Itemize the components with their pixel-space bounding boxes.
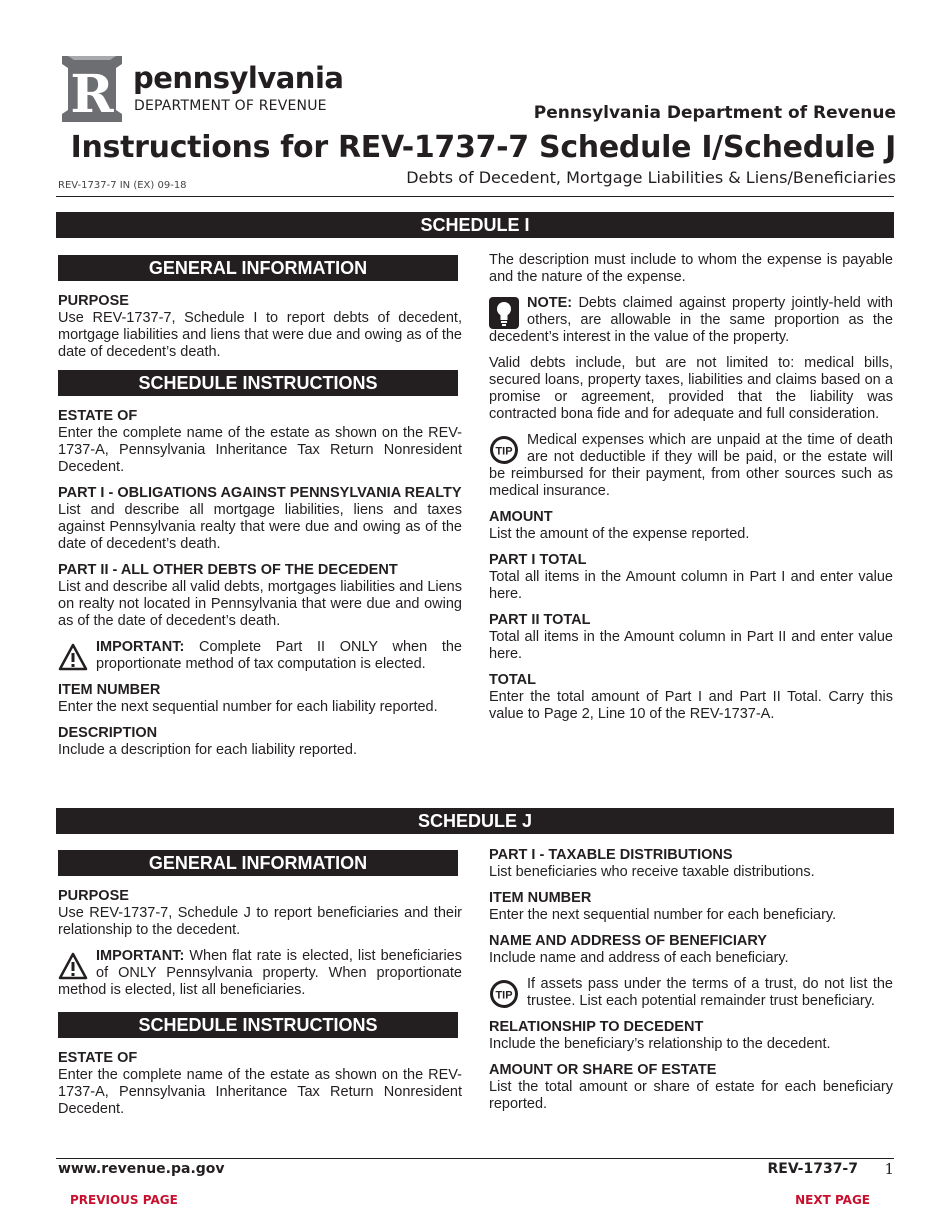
schedule-i-right-column	[489, 252, 893, 732]
page-subtitle: Debts of Decedent, Mortgage Liabilities & Liens/Beneficiaries	[406, 168, 896, 187]
estate-of-text: Enter the complete name of the estate as shown on the REV-1737-A, Pennsylvania Inheritance Tax Return Nonresident Decedent.	[58, 425, 462, 475]
amount-heading: AMOUNT	[489, 509, 553, 525]
important-text: When flat rate is elected, list beneficiaries of ONLY Pennsylvania property. When proportionate method is elected, list all beneficiaries.	[58, 948, 462, 998]
svg-text:TIP: TIP	[495, 445, 513, 458]
schedule-i-left-column	[58, 255, 462, 768]
item-number-text: Enter the next sequential number for each beneficiary.	[489, 907, 837, 923]
purpose-text: Use REV-1737-7, Schedule J to report beneficiaries and their relationship to the decedent.	[58, 905, 462, 938]
brand-letter: R	[70, 64, 114, 122]
footer-form-number: REV-1737-7	[767, 1161, 858, 1177]
item-number-heading: ITEM NUMBER	[489, 890, 592, 906]
part-i-total-heading: PART I TOTAL	[489, 552, 587, 568]
warning-triangle-icon	[58, 950, 88, 982]
estate-of-heading: ESTATE OF	[58, 1050, 138, 1066]
lightbulb-icon	[489, 297, 519, 329]
schedule-j-right-column	[489, 847, 893, 1122]
page-number: 1	[884, 1160, 894, 1178]
description-heading: DESCRIPTION	[58, 725, 158, 741]
warning-triangle-icon	[58, 641, 88, 673]
part-ii-text: List and describe all valid debts, mortgages liabilities and Liens on realty not located in Pennsylvania that were due and owing as of the date of decedent’s death.	[58, 579, 462, 629]
part-i-total-text: Total all items in the Amount column in Part I and enter value here.	[489, 569, 893, 602]
total-heading: TOTAL	[489, 672, 536, 688]
pa-revenue-logo	[58, 56, 344, 122]
next-page-link[interactable]: NEXT PAGE	[795, 1193, 870, 1207]
tip-icon	[489, 978, 519, 1010]
relationship-text: Include the beneficiary’s relationship to the decedent.	[489, 1036, 831, 1052]
important-label: IMPORTANT:	[96, 639, 185, 655]
purpose-heading: PURPOSE	[58, 888, 129, 904]
estate-of-text: Enter the complete name of the estate as shown on the REV-1737-A, Pennsylvania Inheritance Tax Return Nonresident Decedent.	[58, 1067, 462, 1117]
footer-divider	[56, 1158, 894, 1159]
estate-of-heading: ESTATE OF	[58, 408, 138, 424]
page-title: Instructions for REV-1737-7 Schedule I/Schedule J	[70, 130, 896, 165]
taxable-distributions-heading: PART I - TAXABLE DISTRIBUTIONS	[489, 847, 733, 863]
important-note	[58, 948, 462, 999]
brand-name: pennsylvania	[133, 61, 344, 95]
note-block	[489, 295, 893, 346]
description-continued-text: The description must include to whom the expense is payable and the nature of the expense.	[489, 252, 893, 285]
beneficiary-name-heading: NAME AND ADDRESS OF BENEFICIARY	[489, 933, 767, 949]
relationship-heading: RELATIONSHIP TO DECEDENT	[489, 1019, 704, 1035]
svg-text:TIP: TIP	[495, 989, 513, 1002]
schedule-instructions-band: SCHEDULE INSTRUCTIONS	[58, 370, 458, 396]
amount-share-heading: AMOUNT OR SHARE OF ESTATE	[489, 1062, 717, 1078]
form-code: REV-1737-7 IN (EX) 09-18	[58, 180, 187, 191]
part-ii-heading: PART II - ALL OTHER DEBTS OF THE DECEDENT	[58, 562, 398, 578]
purpose-text: Use REV-1737-7, Schedule I to report debts of decedent, mortgage liabilities and liens that were due and owing as of the date of decedent’s death.	[58, 310, 462, 360]
tip-text: Medical expenses which are unpaid at the time of death are not deductible if they will be paid, or the estate will be reimbursed for their payment, from other sources such as medical insurance.	[489, 432, 893, 499]
tip-block	[489, 432, 893, 500]
tip-block	[489, 976, 893, 1010]
amount-text: List the amount of the expense reported.	[489, 526, 750, 542]
taxable-distributions-text: List beneficiaries who receive taxable distributions.	[489, 864, 815, 880]
purpose-heading: PURPOSE	[58, 293, 129, 309]
note-label: NOTE:	[527, 295, 573, 311]
previous-page-link[interactable]: PREVIOUS PAGE	[70, 1193, 178, 1207]
important-note	[58, 639, 462, 673]
website-link[interactable]: www.revenue.pa.gov	[58, 1161, 225, 1177]
schedule-j-left-column	[58, 850, 462, 1127]
general-info-band: GENERAL INFORMATION	[58, 255, 458, 281]
brand-subtitle: DEPARTMENT OF REVENUE	[134, 98, 327, 114]
item-number-heading: ITEM NUMBER	[58, 682, 161, 698]
general-info-band: GENERAL INFORMATION	[58, 850, 458, 876]
part-i-heading: PART I - OBLIGATIONS AGAINST PENNSYLVANIA REALTY	[58, 485, 462, 501]
schedule-i-band: SCHEDULE I	[56, 212, 894, 238]
description-text: Include a description for each liability reported.	[58, 742, 358, 758]
valid-debts-text: Valid debts include, but are not limited to: medical bills, secured loans, property taxes, liabilities and claims based on a promise or agreement, provided that the liability was contracted bona fide and for adequate and full consideration.	[489, 355, 893, 422]
schedule-j-band: SCHEDULE J	[56, 808, 894, 834]
part-ii-total-heading: PART II TOTAL	[489, 612, 591, 628]
important-text: Complete Part II ONLY when the proportionate method of tax computation is elected.	[96, 639, 462, 672]
schedule-instructions-band: SCHEDULE INSTRUCTIONS	[58, 1012, 458, 1038]
item-number-text: Enter the next sequential number for each liability reported.	[58, 699, 438, 715]
keystone-logo-icon	[58, 56, 126, 122]
total-text: Enter the total amount of Part I and Part II Total. Carry this value to Page 2, Line 10 of the REV-1737-A.	[489, 689, 893, 722]
department-name: Pennsylvania Department of Revenue	[533, 103, 896, 123]
part-ii-total-text: Total all items in the Amount column in Part II and enter value here.	[489, 629, 893, 662]
part-i-text: List and describe all mortgage liabilities, liens and taxes against Pennsylvania realty that were due and owing as of the date of decedent’s death.	[58, 502, 462, 552]
tip-icon	[489, 434, 519, 466]
tip-text: If assets pass under the terms of a trust, do not list the trustee. List each potential remainder trust beneficiary.	[527, 976, 893, 1009]
beneficiary-name-text: Include name and address of each beneficiary.	[489, 950, 789, 966]
amount-share-text: List the total amount or share of estate for each beneficiary reported.	[489, 1079, 893, 1112]
note-text: Debts claimed against property jointly-held with others, are allowable in the same proportion as the decedent’s interest in the value of the property.	[489, 295, 893, 345]
header-divider	[56, 196, 894, 197]
important-label: IMPORTANT:	[96, 948, 185, 964]
